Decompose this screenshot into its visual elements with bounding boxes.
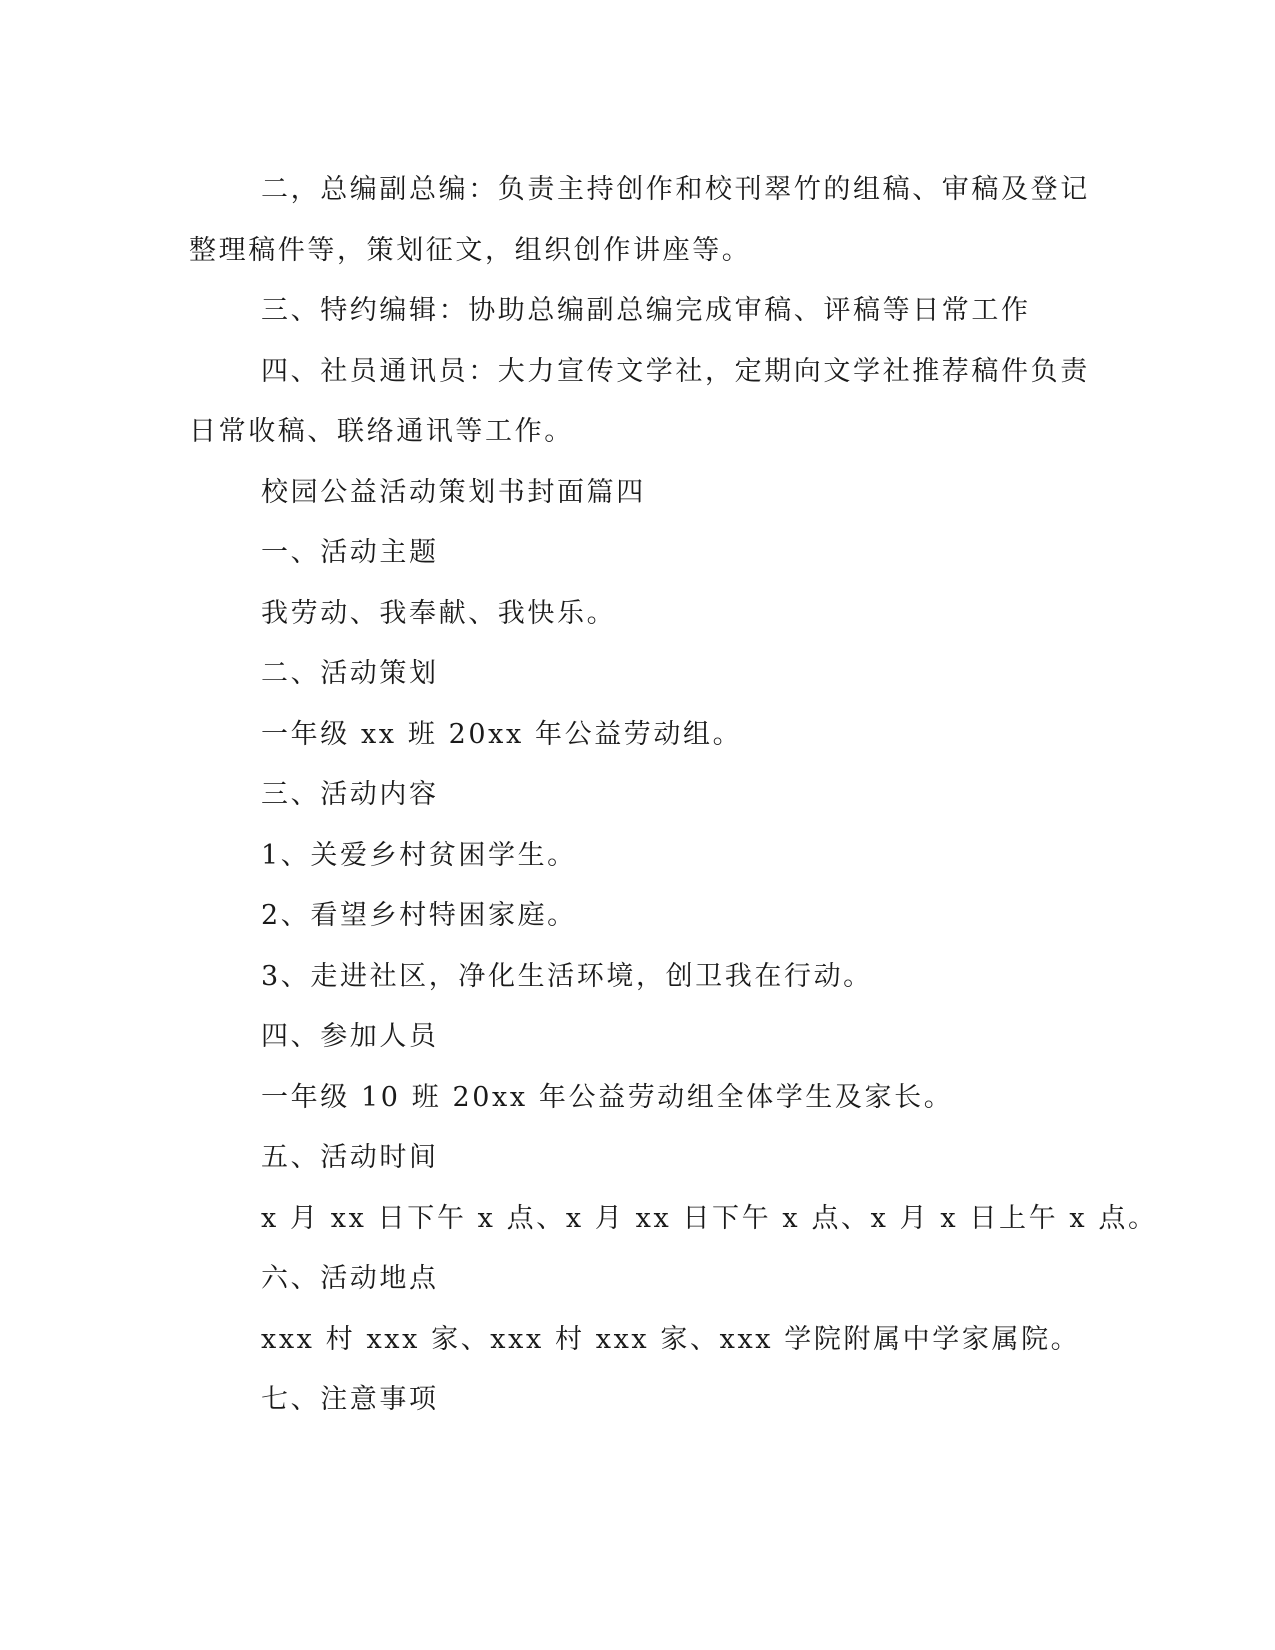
list-item: 3、走进社区，净化生活环境，创卫我在行动。 xyxy=(261,960,873,992)
document-body xyxy=(189,160,1158,1431)
heading-location: 六、活动地点 xyxy=(261,1263,439,1294)
paragraph-participants: 一年级 10 班 20xx 年公益劳动组全体学生及家长。 xyxy=(261,1081,954,1113)
heading-participants: 四、参加人员 xyxy=(261,1021,439,1052)
list-item: 2、看望乡村特困家庭。 xyxy=(261,900,577,931)
paragraph-editor-in-chief xyxy=(189,160,1090,281)
section-title: 校园公益活动策划书封面篇四 xyxy=(261,476,646,508)
paragraph-special-editor xyxy=(189,281,1079,342)
paragraph-time: x 月 xx 日下午 x 点、x 月 xx 日下午 x 点、x 月 x 日上午 x 点。 xyxy=(261,1202,1158,1234)
paragraph-line: 二，总编副总编：负责主持创作和校刊翠竹的组稿、审稿及登记 xyxy=(261,174,1090,205)
paragraph-correspondent xyxy=(189,342,1090,463)
list-item: 1、关爱乡村贫困学生。 xyxy=(261,839,577,871)
heading-theme: 一、活动主题 xyxy=(261,537,439,568)
heading-time: 五、活动时间 xyxy=(261,1142,439,1173)
heading-content: 三、活动内容 xyxy=(261,779,439,810)
paragraph-line: 四、社员通讯员：大力宣传文学社，定期向文学社推荐稿件负责 xyxy=(261,355,1090,387)
paragraph-planning: 一年级 xx 班 20xx 年公益劳动组。 xyxy=(261,718,743,750)
paragraph-line: 日常收稿、联络通讯等工作。 xyxy=(189,416,574,447)
paragraph-line: 整理稿件等，策划征文，组织创作讲座等。 xyxy=(189,234,752,266)
paragraph-theme: 我劳动、我奉献、我快乐。 xyxy=(261,597,617,629)
heading-planning: 二、活动策划 xyxy=(261,658,439,689)
heading-notes: 七、注意事项 xyxy=(261,1384,439,1415)
paragraph-line: 三、特约编辑：协助总编副总编完成审稿、评稿等日常工作 xyxy=(261,295,1031,326)
paragraph-location: xxx 村 xxx 家、xxx 村 xxx 家、xxx 学院附属中学家属院。 xyxy=(261,1323,1081,1355)
